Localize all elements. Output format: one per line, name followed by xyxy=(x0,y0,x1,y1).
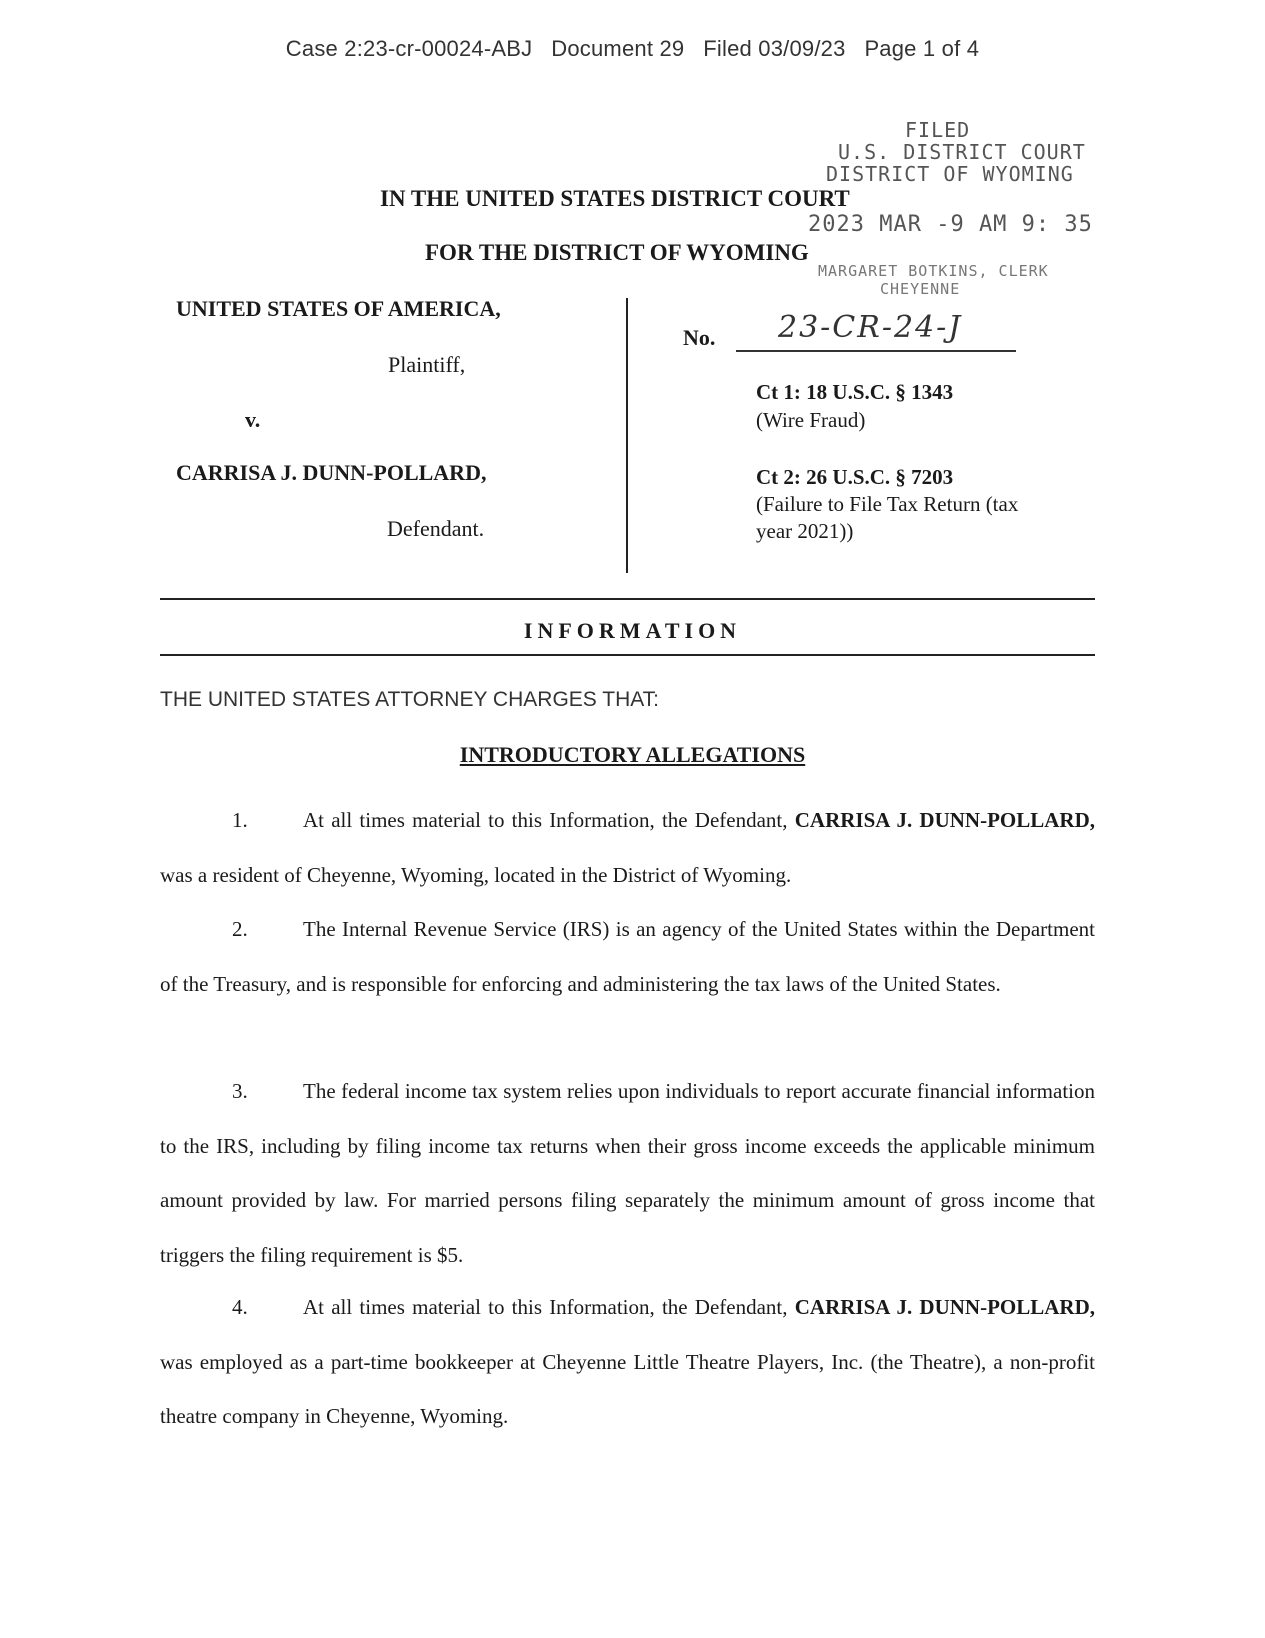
court-title: IN THE UNITED STATES DISTRICT COURT xyxy=(380,186,850,211)
paragraph-text: was a resident of Cheyenne, Wyoming, located in the District of Wyoming. xyxy=(160,862,792,887)
paragraph-1 xyxy=(160,793,1095,902)
stamp-district: DISTRICT OF WYOMING xyxy=(826,162,1074,186)
count2-statute: Ct 2: 26 U.S.C. § 7203 xyxy=(756,465,954,489)
case-number-header: Case 2:23-cr-00024-ABJ xyxy=(285,36,533,61)
caption-divider xyxy=(626,298,628,573)
count1-description: (Wire Fraud) xyxy=(756,408,866,432)
charges-intro: THE UNITED STATES ATTORNEY CHARGES THAT: xyxy=(160,688,660,711)
stamp-court: U.S. DISTRICT COURT xyxy=(838,140,1086,164)
plaintiff-role: Plaintiff, xyxy=(388,352,466,377)
paragraph-4 xyxy=(160,1280,1095,1444)
paragraph-number: 2. xyxy=(232,917,248,941)
paragraph-text: The Internal Revenue Service (IRS) is an agency of the United States within the Department of the Treasury, and is responsible for enforcing and administering the tax laws of the United States. xyxy=(160,917,1095,996)
paragraph-2 xyxy=(160,902,1095,1011)
paragraph-text: was employed as a part-time bookkeeper at Cheyenne Little Theatre Players, Inc. (the Theatre), a non-profit theatre company in Cheyenne, Wyoming. xyxy=(160,1349,1095,1428)
stamp-clerk: MARGARET BOTKINS, CLERK xyxy=(818,262,1049,280)
stamp-datetime: 2023 MAR -9 AM 9: 35 xyxy=(808,212,1093,237)
document-title: INFORMATION xyxy=(523,618,742,643)
versus: v. xyxy=(245,407,261,432)
count1-statute: Ct 1: 18 U.S.C. § 1343 xyxy=(756,380,954,404)
defendant-name-bold: CARRISA J. DUNN-POLLARD, xyxy=(794,1295,1095,1319)
defendant-name-bold: CARRISA J. DUNN-POLLARD, xyxy=(794,808,1095,832)
document-number: Document 29 xyxy=(551,36,685,61)
defendant-name: CARRISA J. DUNN-POLLARD, xyxy=(176,460,487,485)
paragraph-number: 1. xyxy=(232,808,248,832)
section-title xyxy=(0,742,1265,768)
handwritten-case-number: 23-CR-24-J xyxy=(778,310,963,345)
defendant-role: Defendant. xyxy=(387,516,485,541)
paragraph-text: At all times material to this Information, the Defendant, xyxy=(303,1295,795,1319)
paragraph-3 xyxy=(160,1064,1095,1282)
plaintiff-name: UNITED STATES OF AMERICA, xyxy=(176,296,501,321)
stamp-city: CHEYENNE xyxy=(880,280,961,298)
paragraph-number: 3. xyxy=(232,1079,248,1103)
filed-date: Filed 03/09/23 xyxy=(703,36,846,61)
case-no-label: No. xyxy=(683,325,716,350)
count2-description-line1: (Failure to File Tax Return (tax xyxy=(756,492,1019,516)
paragraph-number: 4. xyxy=(232,1295,248,1319)
count2-description-line2: year 2021)) xyxy=(756,519,854,543)
paragraph-text: At all times material to this Information, the Defendant, xyxy=(303,808,795,832)
document-header xyxy=(0,36,1265,62)
case-number-underline xyxy=(736,350,1016,352)
stamp-filed: FILED xyxy=(905,118,971,142)
paragraph-text: The federal income tax system relies upon individuals to report accurate financial information to the IRS, including by filing income tax returns when their gross income exceeds the applicable minimum amount provided by law. For married persons filing separately the minimum amount of gross income that triggers the filing requirement is $5. xyxy=(160,1079,1095,1267)
title-rule-top xyxy=(160,598,1095,600)
title-rule-bottom xyxy=(160,654,1095,656)
section-title-text: INTRODUCTORY ALLEGATIONS xyxy=(459,742,806,767)
page-indicator: Page 1 of 4 xyxy=(864,36,980,61)
court-district: FOR THE DISTRICT OF WYOMING xyxy=(425,240,809,265)
